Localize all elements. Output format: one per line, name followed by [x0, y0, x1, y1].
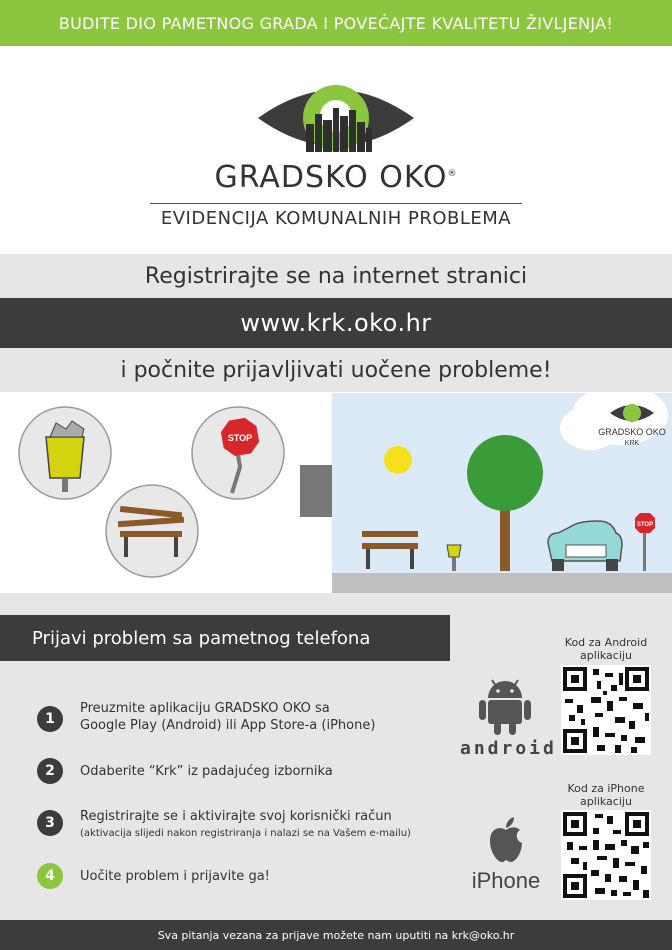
bent-stop-sign-icon: [192, 407, 284, 499]
top-banner: [0, 0, 672, 46]
step-3-text: [80, 808, 411, 842]
brand-tagline: EVIDENCIJA KOMUNALNIH PROBLEMA: [160, 208, 512, 229]
stop-text-2: STOP: [636, 522, 654, 528]
broken-bin-icon: [19, 407, 111, 499]
step-2-number: 2: [37, 758, 63, 784]
register-line: [0, 254, 672, 298]
mini-brand: GRADSKO OKO: [598, 427, 666, 437]
step-4-number: 4: [37, 863, 63, 889]
step-1-line-2: Google Play (Android) ili App Store-a (iPhone): [80, 718, 376, 733]
android-label: android: [460, 738, 557, 759]
brand-name: [0, 160, 672, 195]
footer-text: Sva pitanja vezana za prijave možete nam uputiti na krk@oko.hr: [157, 928, 515, 942]
website-url-text[interactable]: www.krk.oko.hr: [240, 309, 432, 337]
step-3-subtext: (aktivacija slijedi nakon registriranja i nalazi se na Vašem e-mailu): [80, 828, 411, 839]
step-1-line-1: Preuzmite aplikaciju GRADSKO OKO sa: [80, 701, 330, 716]
mini-city: KRK: [624, 440, 640, 447]
android-qr-code[interactable]: [561, 665, 651, 755]
start-reporting-text: i počnite prijavljivati uočene probleme!: [120, 357, 552, 383]
iphone-qr-code[interactable]: [561, 810, 651, 900]
qr-iphone-label: Kod za iPhone aplikaciju: [567, 782, 645, 808]
apple-icon: [486, 816, 526, 864]
step-3-number: 3: [37, 810, 63, 836]
banner-text: BUDITE DIO PAMETNOG GRADA I POVEĆAJTE KVALITETU ŽIVLJENJA!: [58, 13, 614, 33]
brand-name-text: GRADSKO OKO: [214, 160, 448, 195]
registered-mark: ®: [447, 169, 458, 179]
qr-android-label: Kod za Android aplikaciju: [564, 636, 648, 662]
step-1-number: 1: [37, 706, 63, 732]
phone-section-title: [0, 615, 450, 661]
step-1-text: [80, 700, 375, 734]
brand-divider: [150, 203, 522, 204]
step-4-text: Uočite problem i prijavite ga!: [80, 869, 270, 884]
phone-title-text: Prijavi problem sa pametnog telefona: [32, 627, 371, 649]
iphone-label: iPhone: [471, 868, 541, 893]
problem-illustration: [0, 393, 672, 593]
stop-text-1: STOP: [227, 433, 253, 443]
gradsko-oko-eye-logo: [256, 80, 416, 156]
broken-bench-icon: [106, 485, 198, 577]
register-line-text: Registrirajte se na internet stranici: [144, 263, 528, 289]
sun-icon: [384, 446, 412, 474]
android-robot-icon: [478, 676, 532, 736]
step-2-text: Odaberite “Krk” iz padajućeg izbornika: [80, 764, 333, 779]
footer: [0, 920, 672, 950]
step-3-line-1: Registrirajte se i aktivirajte svoj korisnički račun: [80, 809, 392, 824]
website-url[interactable]: [0, 298, 672, 348]
start-reporting-line: [0, 348, 672, 392]
